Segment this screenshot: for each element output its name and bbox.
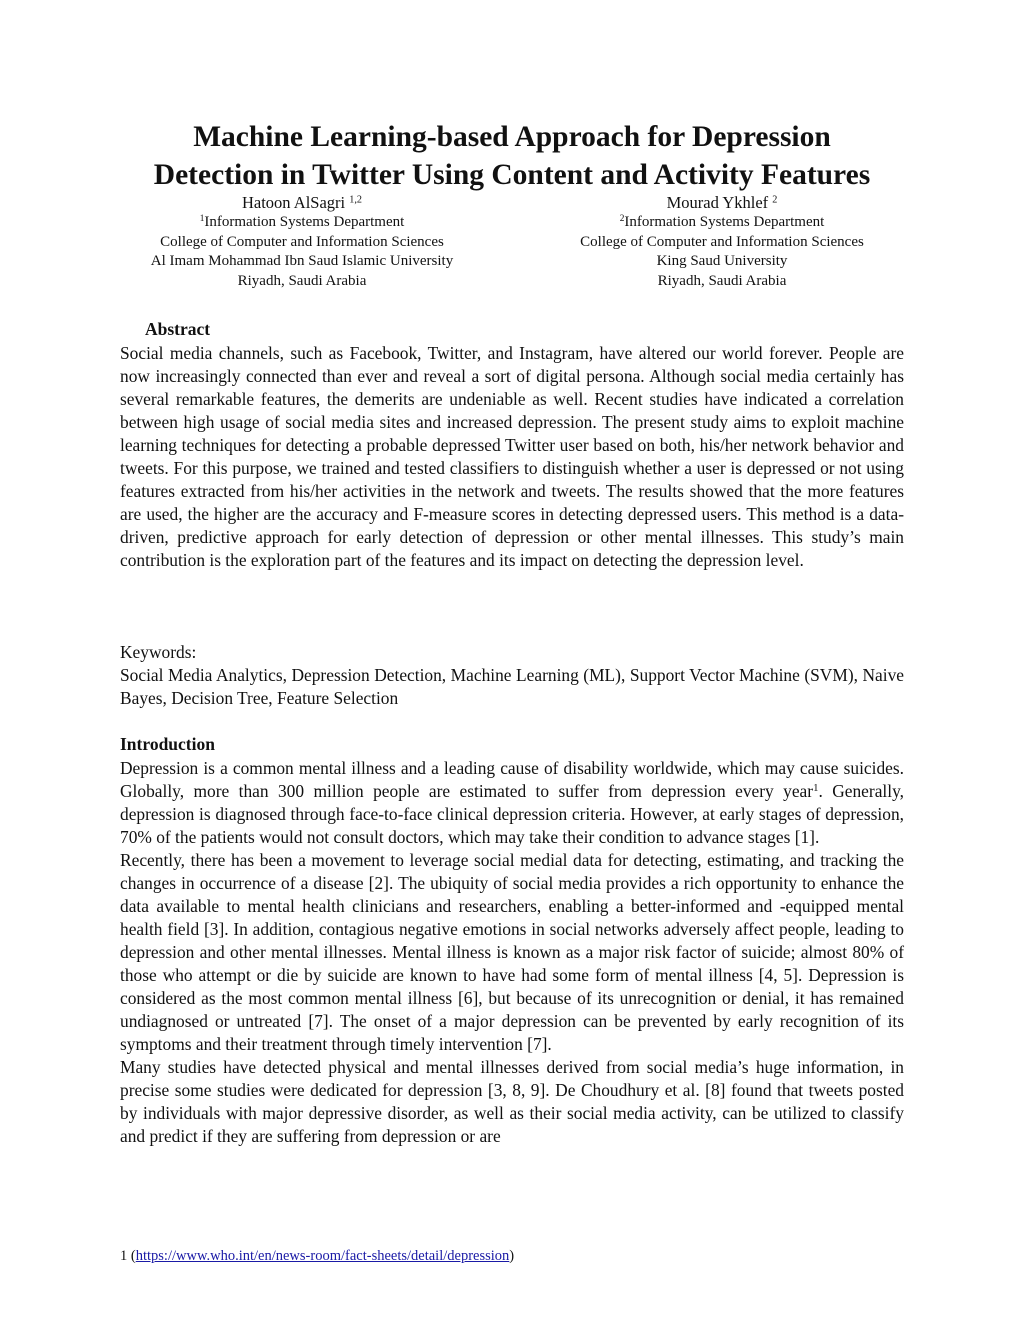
author-college: College of Computer and Information Sciences: [160, 233, 444, 250]
author-college: College of Computer and Information Sciences: [580, 233, 864, 250]
author-block-2: [522, 192, 922, 291]
introduction-heading: Introduction: [120, 734, 215, 754]
title-line-1: Machine Learning-based Approach for Depression: [193, 121, 831, 153]
intro-paragraph-2: Recently, there has been a movement to leverage social medial data for detecting, estimating, and tracking the changes in occurrence of a disease [2]. The ubiquity of social media provides a rich opportunity to enhance the data available to mental health clinicians and researchers, enabling a better-informed and -equipped mental health field [3]. In addition, contagious negative emotions in social networks adversely affect people, leading to depression and other mental illnesses. Mental illness is known as a major risk factor of suicide; almost 80% of those who attempt or die by suicide are known to have had some form of mental illness [4, 5]. Depression is considered as the most common mental illness [6], but because of its unrecognition or denial, it has remained undiagnosed or untreated [7]. The onset of a major depression can be prevented by early recognition of its symptoms and their treatment through timely intervention [7].: [120, 850, 904, 1054]
footnote-ref: 1: [813, 782, 819, 795]
author-university: Al Imam Mohammad Ibn Saud Islamic University: [150, 253, 454, 269]
keywords-heading: Keywords:: [120, 642, 197, 662]
author-location: Riyadh, Saudi Arabia: [657, 272, 787, 289]
abstract-heading: Abstract: [145, 319, 211, 339]
intro-paragraph-1: Depression is a common mental illness and a leading cause of disability worldwide, which may cause suicides. Globally, more than 300 million people are estimated to suffer from depression every year$^1$. Generally, depression is diagnosed through face-to-face clinical depression criteria. However, at early stages of depression, 70% of the patients would not consult doctors, which may take their condition to advance stages [1].: [120, 758, 904, 847]
intro-paragraph-3: Many studies have detected physical and mental illnesses derived from social media’s huge information, in precise some studies were dedicated for depression [3, 8, 9]. De Choudhury et al. [8] found that tweets posted by individuals with major depressive disorder, as well as their social media activity, can be utilized to classify and predict if they are suffering from depression or are: [120, 1057, 904, 1146]
abstract-text: Social media channels, such as Facebook, Twitter, and Instagram, have altered our world forever. People are now increasingly connected than ever and reveal a sort of digital persona. Although social media certainly has several remarkable features, the demerits are undeniable as well. Recent studies have indicated a correlation between high usage of social media sites and increased depression. The present study aims to exploit machine learning techniques for detecting a probable depressed Twitter user based on both, his/her network behavior and tweets. For this purpose, we trained and tested classifiers to distinguish whether a user is depressed or not using features extracted from his/her activities in the network and tweets. The results showed that the more features are used, the higher are the accuracy and F-measure scores in detecting depressed users. This method is a data-driven, predictive approach for early detection of depression or other mental illnesses. This study’s main contribution is the exploration part of the features and its impact on detecting the depression level.: [120, 343, 904, 570]
author-location: Riyadh, Saudi Arabia: [237, 272, 367, 289]
author-name: Mourad Ykhlef $^2$: [666, 193, 778, 212]
keywords-text: Social Media Analytics, Depression Detection, Machine Learning (ML), Support Vector Machine (SVM), Naive Bayes, Decision Tree, Feature Selection: [120, 665, 904, 708]
footnote-number: 1: [120, 1248, 128, 1264]
author-department: $^2$Information Systems Department: [619, 213, 825, 230]
footnote-link[interactable]: https://www.who.int/en/news-room/fact-sheets/detail/depression: [135, 1248, 510, 1264]
author-block-1: [102, 192, 502, 291]
introduction-text: [120, 757, 904, 1148]
footnote: 1 (https://www.who.int/en/news-room/fact-sheets/detail/depression): [120, 1248, 515, 1264]
author-name: Hatoon AlSagri $^{1,2}$: [241, 193, 363, 212]
title-line-2: Detection in Twitter Using Content and Activity Features: [153, 159, 871, 191]
paper-title: [0, 118, 1024, 194]
author-department: $^1$Information Systems Department: [199, 213, 405, 230]
author-university: King Saud University: [656, 253, 788, 269]
